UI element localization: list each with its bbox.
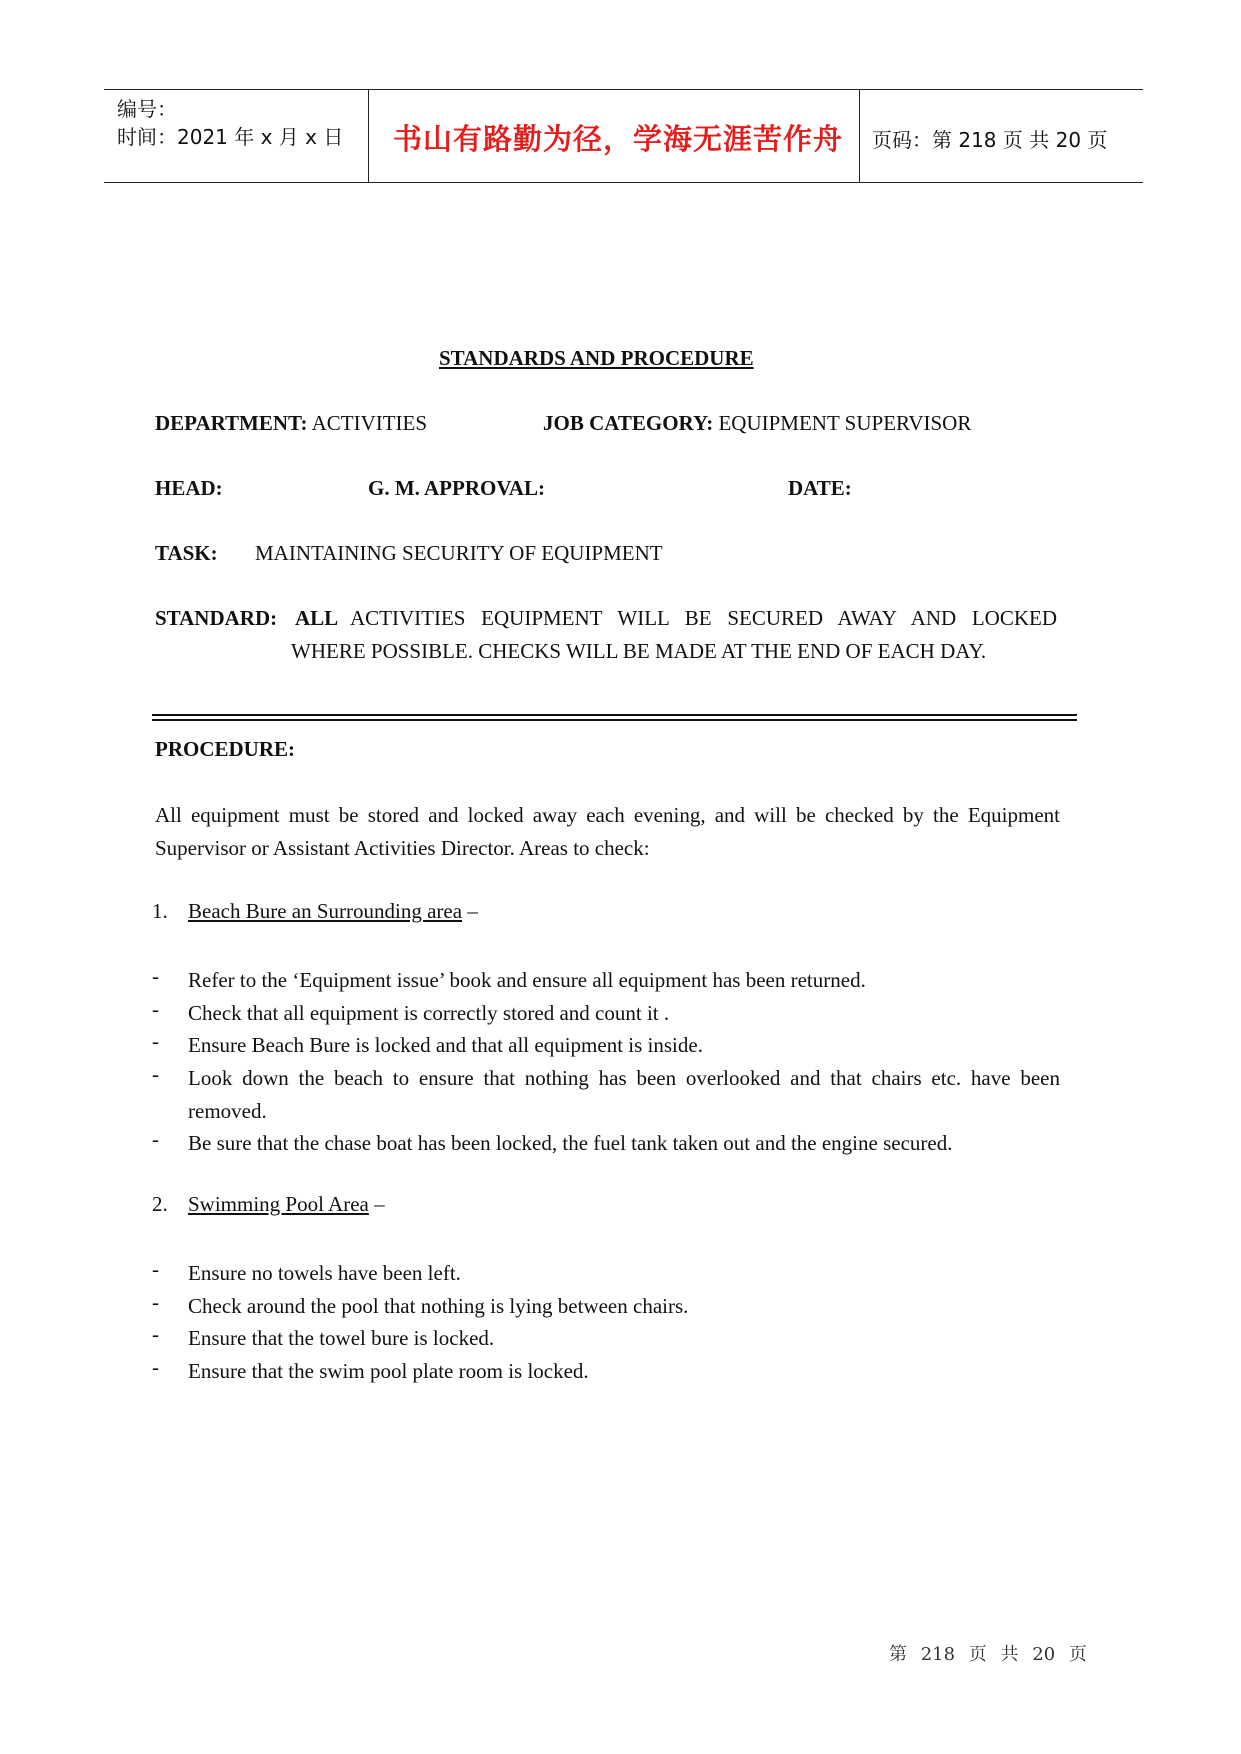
section-title-suffix: – [462,899,478,923]
standard-bold-word: ALL [295,606,339,630]
procedure-label: PROCEDURE: [155,737,295,761]
bullet-dash: - [152,1127,159,1151]
standard-label: STANDARD: [155,606,278,630]
standard-line-2: WHERE POSSIBLE. CHECKS WILL BE MADE AT THE END OF EACH DAY. [291,639,987,663]
head-label: HEAD: [155,476,223,500]
bullet-dash: - [152,1029,159,1053]
section-title-suffix: – [368,1192,385,1216]
section-number: 2. [152,1192,168,1216]
gm-approval-label: G. M. APPROVAL: [368,476,545,500]
department-value: ACTIVITIES [311,411,428,435]
section-heading [188,1192,385,1217]
header-motto: 书山有路勤为径，学海无涯苦作舟 [393,122,844,156]
standard-line-1: ACTIVITIES EQUIPMENT WILL BE SECURED AWAY AND LOCKED [350,606,1057,630]
procedure-intro: All equipment must be stored and locked away each evening, and will be checked by the Equipment Supervisor or Assistant Activities Director. Areas to check: [155,803,1060,860]
list-item: Ensure no towels have been left. [188,1261,461,1285]
department-row [155,411,427,436]
bullet-dash: - [152,1257,159,1281]
bullet-dash: - [152,1062,159,1086]
footer-page-number: 第 218 页 共 20 页 [889,1644,1087,1665]
header-divider-right [859,89,860,183]
section-title: Beach Bure an Surrounding area [188,899,463,923]
task-label: TASK: [155,541,218,565]
list-item: Look down the beach to ensure that nothing has been overlooked and that chairs etc. have been removed. [188,1066,1060,1123]
list-item: Check that all equipment is correctly stored and count it . [188,1001,670,1025]
list-item: Ensure Beach Bure is locked and that all equipment is inside. [188,1033,703,1057]
bullet-dash: - [152,1355,159,1379]
list-item: Be sure that the chase boat has been locked, the fuel tank taken out and the engine secured. [188,1131,953,1155]
list-item: Ensure that the swim pool plate room is locked. [188,1359,589,1383]
list-item: Ensure that the towel bure is locked. [188,1326,495,1350]
header-bottom-rule [104,182,1143,183]
job-category-label: JOB CATEGORY: [543,411,714,435]
bullet-dash: - [152,964,159,988]
serial-label: 编号： [117,97,177,121]
section-number: 1. [152,899,168,923]
header-top-rule [104,89,1143,90]
list-item: Check around the pool that nothing is lying between chairs. [188,1294,689,1318]
section-heading [188,899,478,924]
section-divider [152,714,1077,721]
header-divider-left [368,89,369,183]
list-item: Refer to the ‘Equipment issue’ book and ensure all equipment has been returned. [188,968,866,992]
bullet-dash: - [152,1322,159,1346]
bullet-dash: - [152,1290,159,1314]
header-page-info: 页码：第 218 页 共 20 页 [872,128,1108,152]
task-value: MAINTAINING SECURITY OF EQUIPMENT [255,541,663,565]
job-category-value: EQUIPMENT SUPERVISOR [718,411,972,435]
time-label: 时间：2021 年 x 月 x 日 [117,125,344,149]
bullet-dash: - [152,997,159,1021]
job-category-row [543,411,971,436]
section-title: Swimming Pool Area [188,1192,369,1216]
department-label: DEPARTMENT: [155,411,308,435]
document-title: STANDARDS AND PROCEDURE [439,346,754,370]
date-label: DATE: [788,476,852,500]
